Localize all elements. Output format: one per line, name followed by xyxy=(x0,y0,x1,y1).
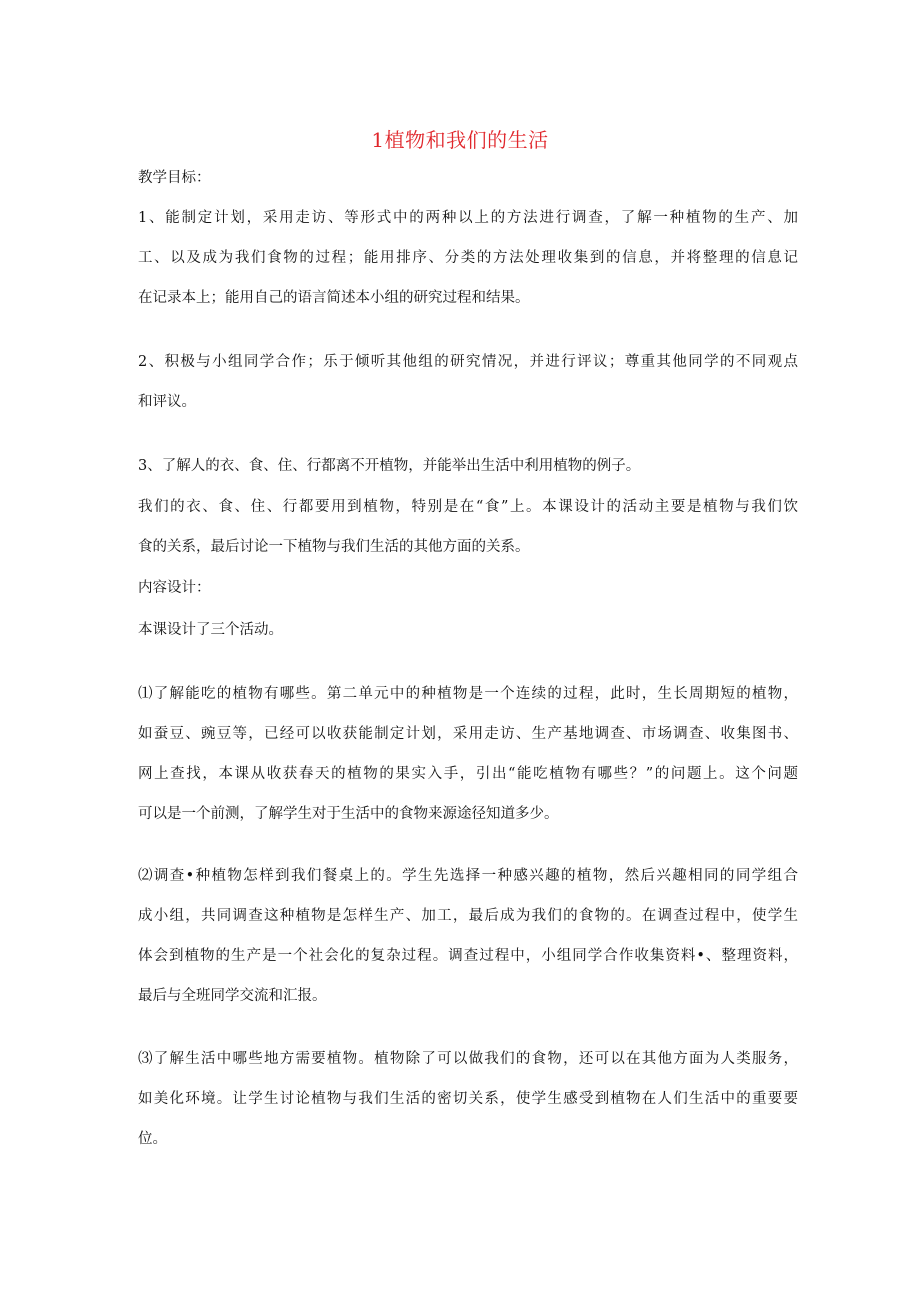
content-intro: 本课设计了三个活动。 xyxy=(138,622,283,638)
activity2-line1: ⑵调查•种植物怎样到我们餐桌上的。学生先选择一种感兴趣的植物，然后兴趣相同的同学组合 xyxy=(138,868,798,884)
activity3-line2: 如美化环境。让学生讨论植物与我们生活的密切关系，使学生感受到植物在人们生活中的重要要 xyxy=(138,1091,798,1107)
activity1-line1: ⑴了解能吃的植物有哪些。第二单元中的种植物是一个连续的过程，此时，生长周期短的植物， xyxy=(138,686,798,702)
activity3-line3: 位。 xyxy=(138,1131,167,1147)
activity2-line2: 成小组，共同调查这种植物是怎样生产、加工，最后成为我们的食物的。在调查过程中，使学生 xyxy=(138,908,798,924)
activity2-line3: 体会到植物的生产是一个社会化的复杂过程。调查过程中，小组同学合作收集资料•、整理资料， xyxy=(138,948,798,964)
intro-line1: 我们的衣、食、住、行都要用到植物，特别是在“食”上。本课设计的活动主要是植物与我们饮 xyxy=(138,499,798,515)
activity1-line2: 如蚕豆、豌豆等，已经可以收获能制定计划，采用走访、生产基地调查、市场调查、收集图书、 xyxy=(138,726,798,742)
activity1-line4: 可以是一个前测，了解学生对于生活中的食物来源途径知道多少。 xyxy=(138,806,559,822)
heading-content: 内容设计： xyxy=(138,580,211,596)
activity2-line4: 最后与全班同学交流和汇报。 xyxy=(138,988,327,1004)
activity3-line1: ⑶了解生活中哪些地方需要植物。植物除了可以做我们的食物，还可以在其他方面为人类服务， xyxy=(138,1051,798,1067)
intro-line2: 食的关系，最后讨论一下植物与我们生活的其他方面的关系。 xyxy=(138,539,530,555)
page-title: 1植物和我们的生活 xyxy=(371,128,549,152)
goal3-line1: 3、了解人的衣、食、住、行都离不开植物，并能举出生活中利用植物的例子。 xyxy=(138,458,641,474)
goal2-line1: 2、积极与小组同学合作；乐于倾听其他组的研究情况，并进行评议；尊重其他同学的不同观点 xyxy=(138,354,798,370)
goal1-line3: 在记录本上；能用自己的语言简述本小组的研究过程和结果。 xyxy=(138,290,530,306)
goal2-line2: 和评议。 xyxy=(138,394,196,410)
goal1-line1: 1、能制定计划，采用走访、等形式中的两种以上的方法进行调查，了解一种植物的生产、加 xyxy=(138,210,798,226)
goal1-line2: 工、以及成为我们食物的过程；能用排序、分类的方法处理收集到的信息，并将整理的信息记 xyxy=(138,250,798,266)
activity1-line3: 网上查找，本课从收获春天的植物的果实入手，引出“能吃植物有哪些？”的问题上。这个问题 xyxy=(138,766,798,782)
heading-goals: 教学目标： xyxy=(138,170,211,186)
